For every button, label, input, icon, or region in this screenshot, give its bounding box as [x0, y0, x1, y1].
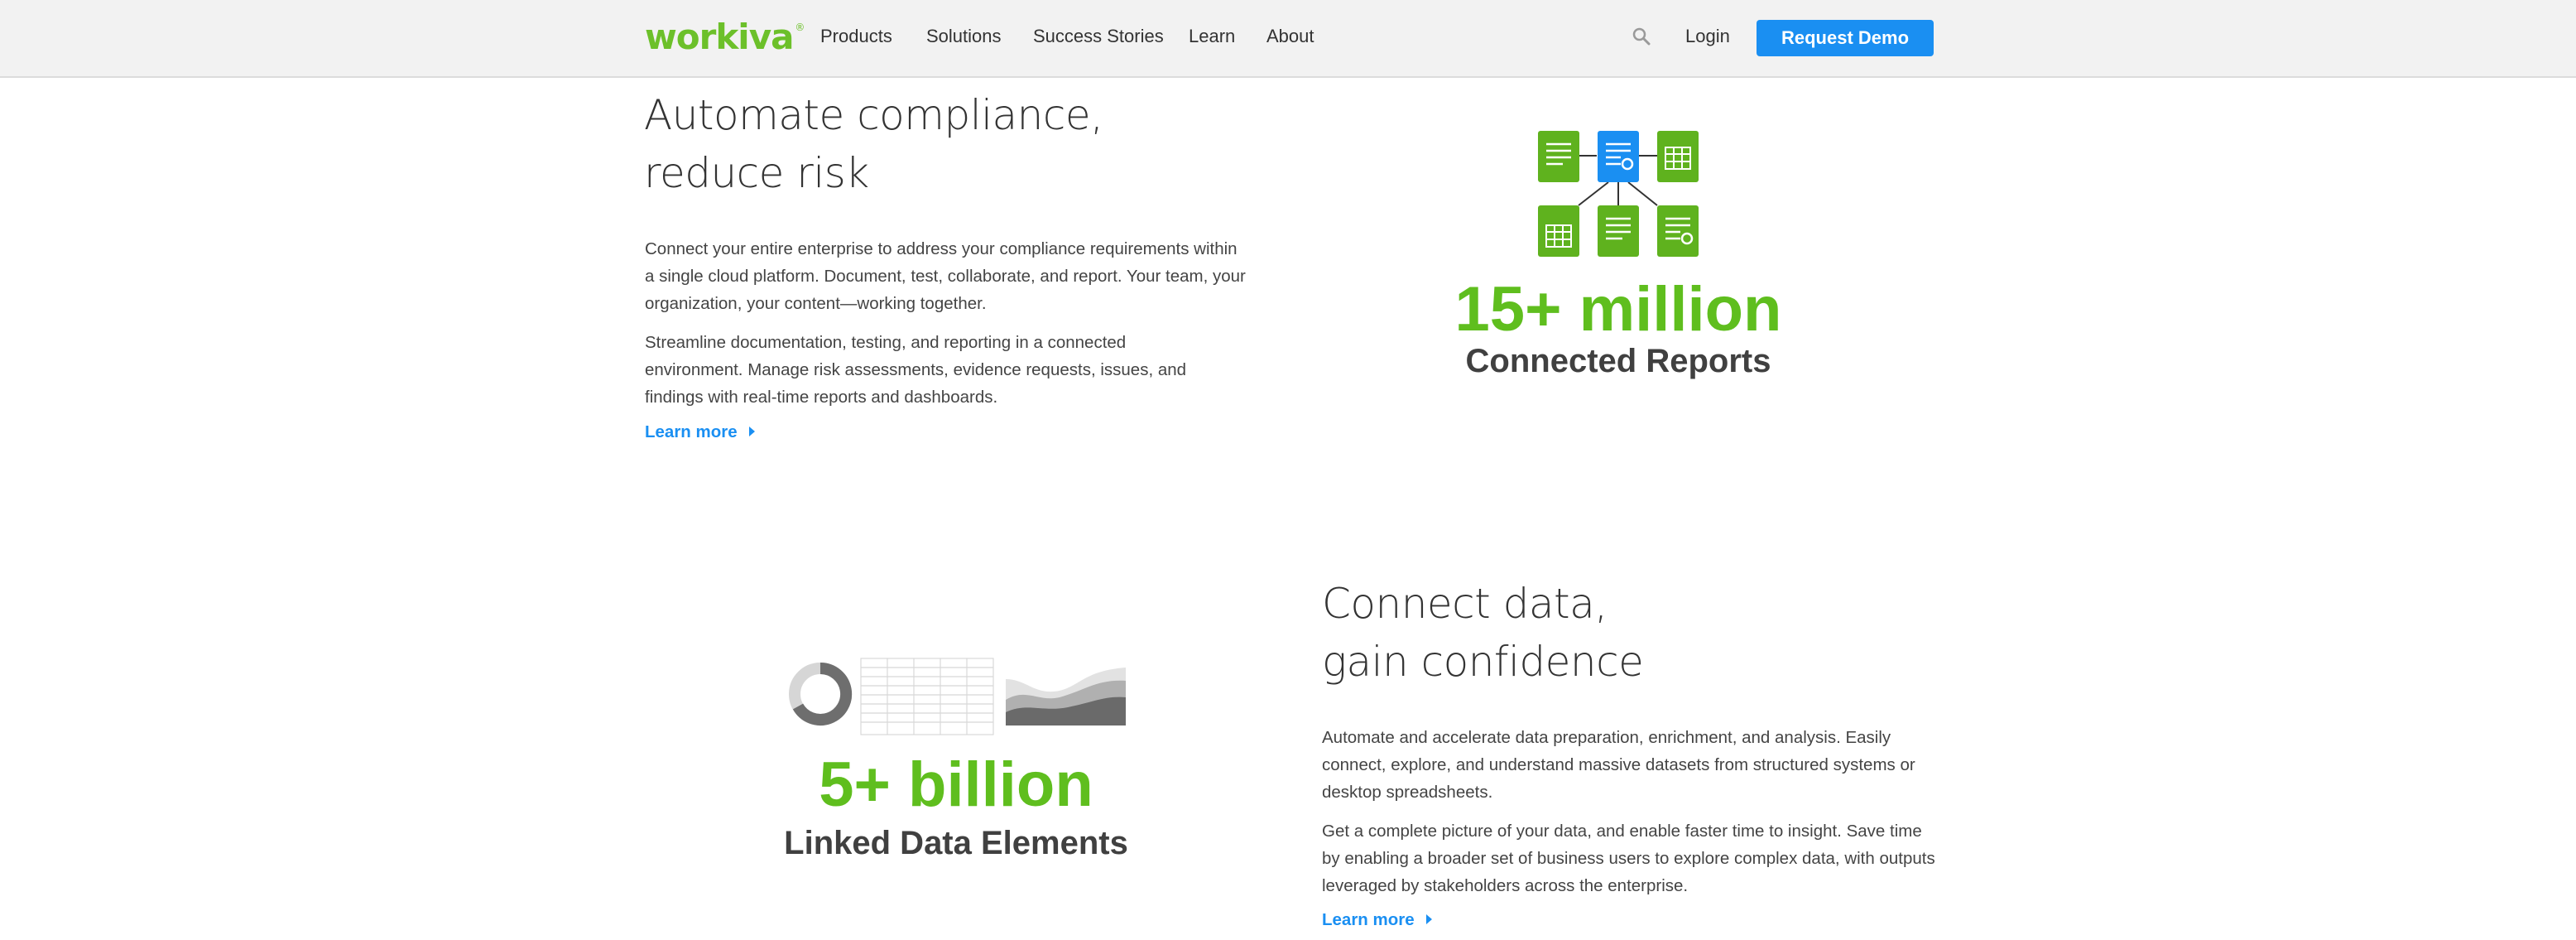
stat-linked-elements-label: Linked Data Elements — [784, 825, 1128, 861]
workiva-logo[interactable]: workiva ® — [645, 17, 805, 57]
data-paragraph-2: Get a complete picture of your data, and enable faster time to insight. Save time by enabling a broader set of business users to explore complex data, with outputs leveraged by stakeholders across the enterprise. — [1322, 822, 1935, 895]
stat-connected-reports-label: Connected Reports — [1465, 343, 1771, 379]
section-heading-compliance: Automate compliance, reduce risk — [644, 91, 1103, 197]
nav-success-stories[interactable]: Success Stories — [1033, 26, 1164, 46]
login-link[interactable]: Login — [1685, 26, 1730, 46]
top-nav — [0, 0, 2576, 78]
request-demo-button[interactable]: Request Demo — [1757, 20, 1934, 56]
stat-connected-reports-value: 15+ million — [1454, 274, 1782, 345]
nav-learn[interactable]: Learn — [1189, 26, 1236, 46]
data-paragraph-1: Automate and accelerate data preparation, enrichment, and analysis. Easily connect, explore, and understand massive datasets from structured systems or desktop spreadsheets. — [1322, 728, 1915, 802]
caret-right-icon — [1426, 914, 1432, 924]
compliance-paragraph-2: Streamline documentation, testing, and reporting in a connected environment. Manage risk assessments, evidence requests, issues, and findings with real-time reports and dashboards. — [645, 333, 1187, 407]
connected-documents-icon — [1536, 128, 1701, 260]
compliance-paragraph-1: Connect your entire enterprise to address your compliance requirements within a single cloud platform. Document, test, collaborate, and report. Your team, your organization, your content—working together. — [645, 239, 1246, 313]
nav-about[interactable]: About — [1266, 26, 1314, 46]
nav-products[interactable]: Products — [820, 26, 892, 46]
search-icon[interactable] — [1632, 27, 1651, 46]
data-elements-icon — [786, 654, 1127, 737]
stat-linked-elements-value: 5+ billion — [819, 750, 1093, 820]
learn-more-link-data[interactable]: Learn more — [1322, 910, 1432, 930]
nav-solutions[interactable]: Solutions — [926, 26, 1002, 46]
caret-right-icon — [749, 427, 755, 436]
section-heading-data: Connect data, gain confidence — [1322, 580, 1644, 686]
learn-more-link-compliance[interactable]: Learn more — [645, 422, 755, 442]
